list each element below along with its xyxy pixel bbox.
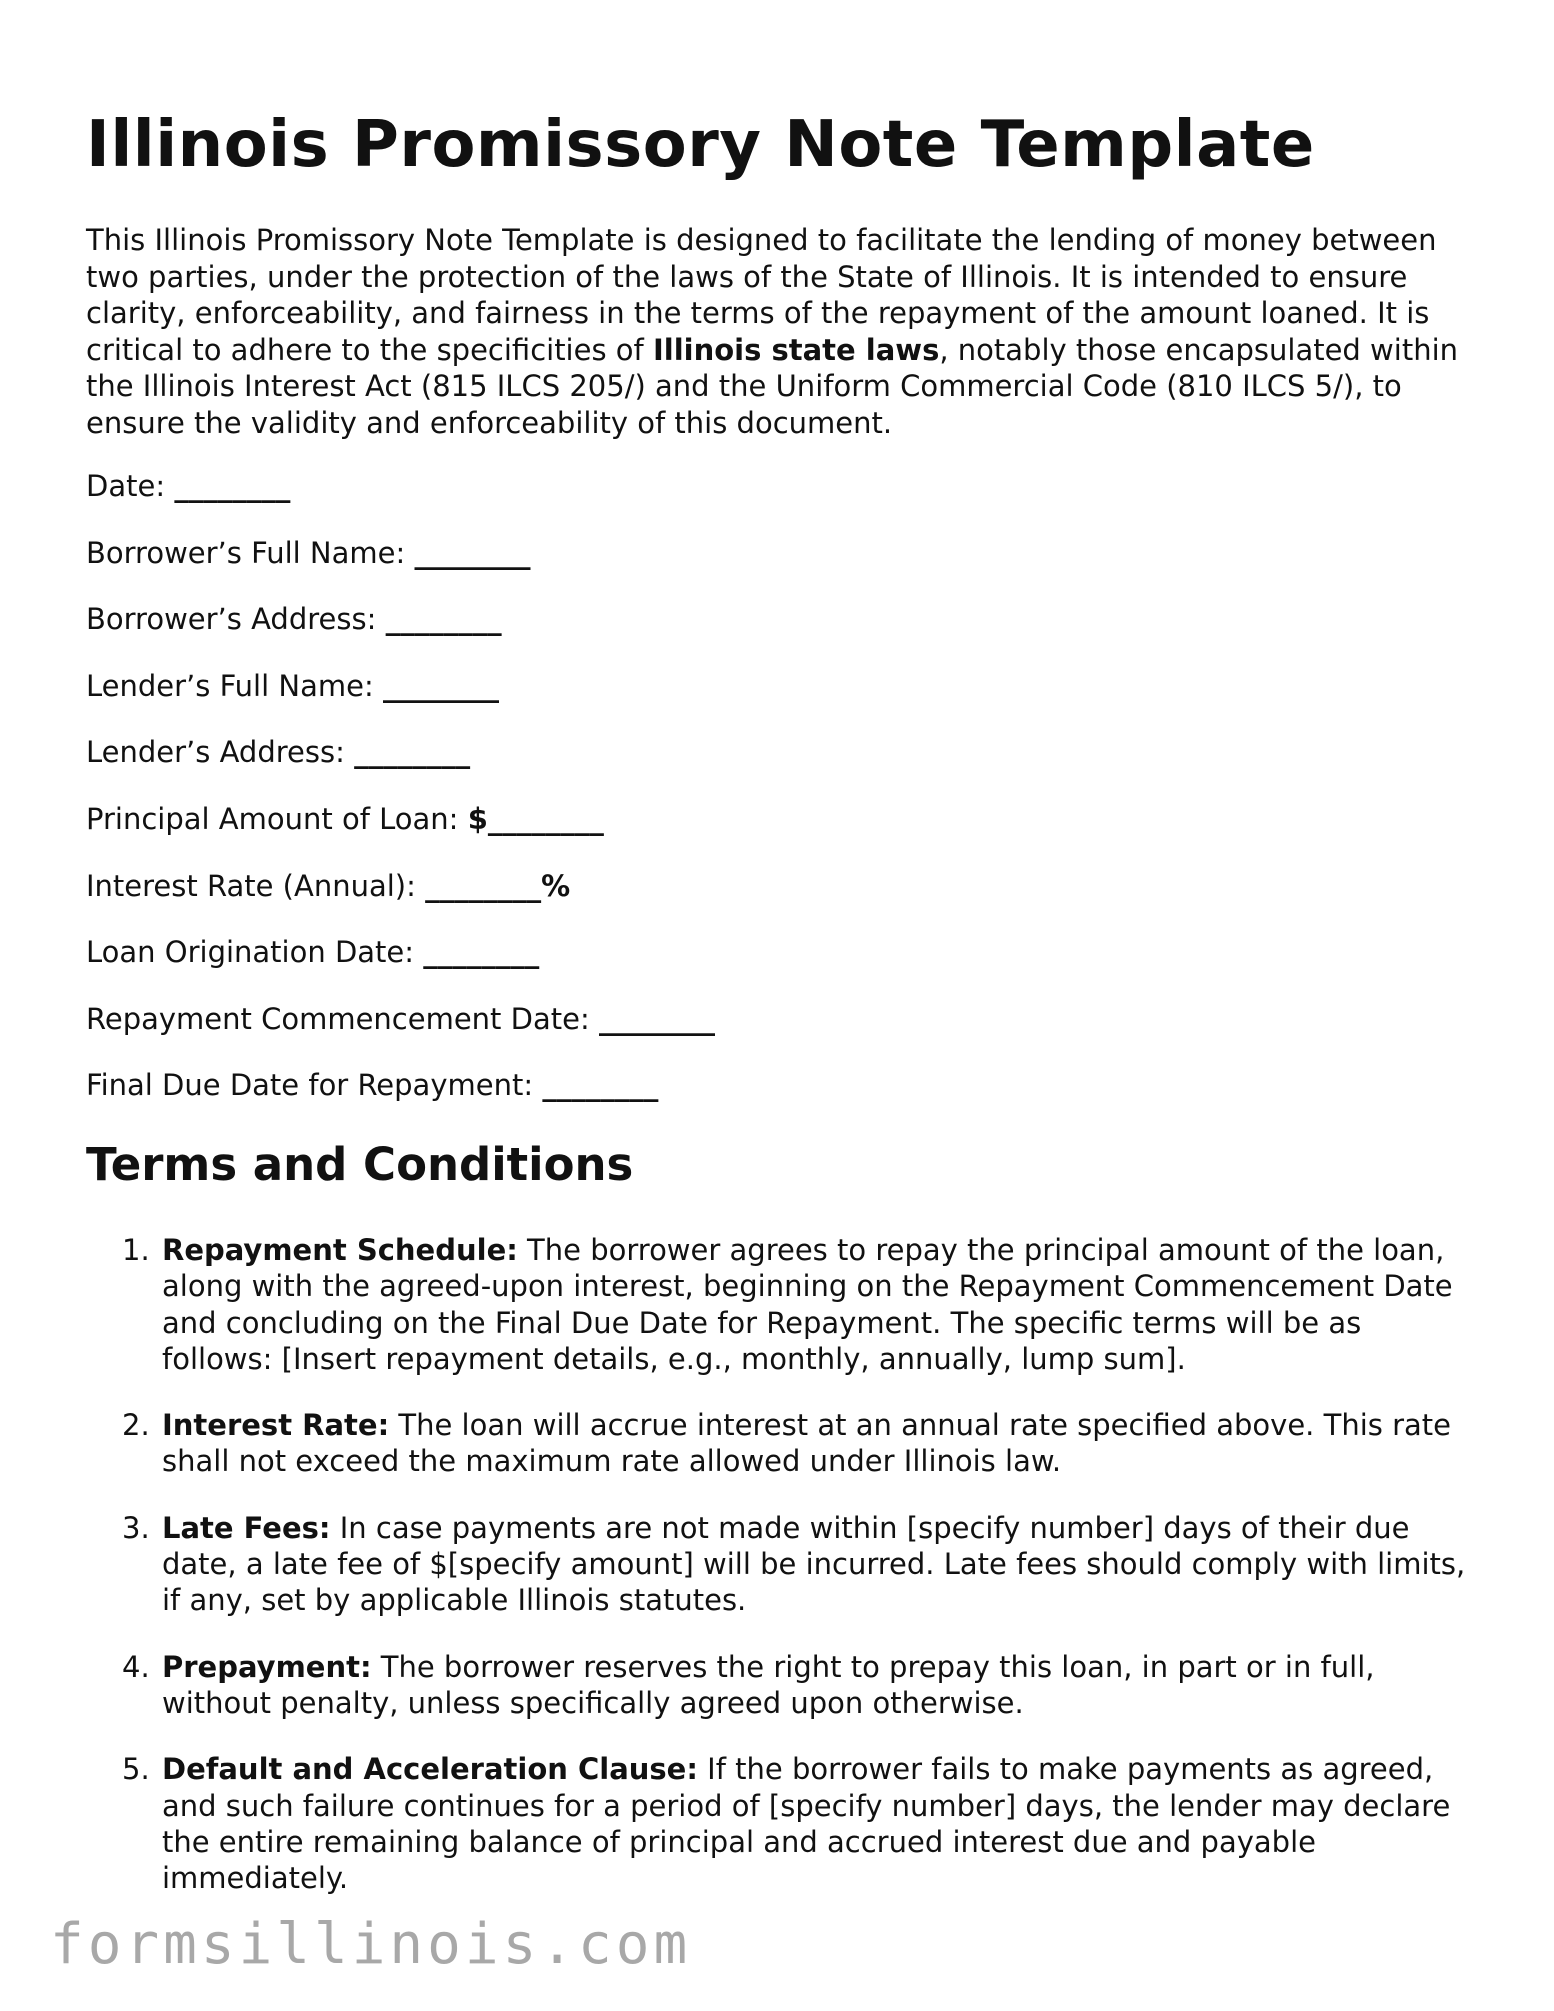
field-label: Interest Rate (Annual): bbox=[86, 868, 426, 903]
term-number: 5. bbox=[122, 1752, 150, 1787]
field-commencement-date bbox=[86, 1001, 715, 1068]
field-principal-amount bbox=[86, 801, 715, 868]
term-number: 4. bbox=[122, 1649, 150, 1684]
term-text: The borrower agrees to repay the principal amount of the loan, along with the agreed-upon interest, beginning on the Repayment Commencement Date and concluding on the Final Due Date for Repayment. The specific terms will be as follows: [Insert repayment details, e.g., monthly, annually, lump sum]. bbox=[162, 1233, 1453, 1376]
term-text: In case payments are not made within [specify number] days of their due date, a late fee of $[specify amount] will be incurred. Late fees should comply with limits, if any, set by applicable Illinois statutes. bbox=[162, 1510, 1466, 1618]
field-blank: ________ bbox=[174, 469, 291, 503]
field-blank: ________ bbox=[382, 668, 499, 703]
term-title: Prepayment: bbox=[162, 1649, 372, 1684]
term-number: 2. bbox=[122, 1408, 150, 1443]
field-label: Loan Origination Date: bbox=[86, 935, 424, 970]
intro-bold-text: Illinois state laws bbox=[652, 332, 940, 367]
form-fields-list bbox=[86, 468, 715, 1134]
field-blank: ________ bbox=[542, 1068, 659, 1103]
field-blank: ________ bbox=[354, 735, 471, 770]
field-blank: ________ bbox=[385, 602, 502, 637]
term-title: Interest Rate: bbox=[162, 1408, 390, 1443]
intro-text-start: This Illinois Promissory Note Template is designed to facilitate the lending of money between two parties, under the protection of the laws of the State of Illinois. It is intended to ensure clarity, enforceability, and fairness in the terms of the repayment of the amount loaned. It is critical to adhere to the specificities of bbox=[86, 223, 1437, 367]
term-title: Late Fees: bbox=[162, 1510, 331, 1545]
intro-paragraph bbox=[86, 222, 1476, 441]
page-title: Illinois Promissory Note Template bbox=[86, 108, 1315, 182]
field-label: Lender’s Address: bbox=[86, 735, 355, 770]
field-label: Borrower’s Address: bbox=[86, 602, 386, 637]
field-interest-rate bbox=[86, 868, 715, 935]
field-origination-date bbox=[86, 934, 715, 1001]
intro-text-end: , notably those encapsulated within the Illinois Interest Act (815 ILCS 205/) and the Uniform Commercial Code (810 ILCS 5/), to ensure the validity and enforceability of this document. bbox=[86, 332, 1459, 440]
field-blank: ________ bbox=[414, 535, 531, 570]
field-label: Principal Amount of Loan: bbox=[86, 801, 468, 836]
field-suffix: % bbox=[541, 868, 571, 903]
field-prefix: $ bbox=[467, 801, 488, 836]
term-repayment-schedule bbox=[86, 1232, 1476, 1377]
term-text: If the borrower fails to make payments as agreed, and such failure continues for a period of [specify number] days, the lender may declare the entire remaining balance of principal and accrued interest due and payable immediately. bbox=[162, 1752, 1451, 1896]
term-title: Default and Acceleration Clause: bbox=[162, 1752, 698, 1787]
term-late-fees bbox=[86, 1510, 1476, 1619]
term-text: The loan will accrue interest at an annual rate specified above. This rate shall not exceed the maximum rate allowed under Illinois law. bbox=[162, 1408, 1451, 1479]
term-interest-rate bbox=[86, 1407, 1476, 1480]
term-text: The borrower reserves the right to prepay this loan, in part or in full, without penalty, unless specifically agreed upon otherwise. bbox=[162, 1649, 1375, 1720]
term-prepayment bbox=[86, 1649, 1476, 1722]
field-label: Borrower’s Full Name: bbox=[86, 535, 415, 570]
field-label: Lender’s Full Name: bbox=[86, 668, 383, 703]
field-borrower-address bbox=[86, 601, 715, 668]
watermark: formsillinois.com bbox=[50, 1912, 692, 1977]
field-blank: ________ bbox=[425, 868, 542, 903]
field-label: Repayment Commencement Date: bbox=[86, 1001, 599, 1036]
term-default-acceleration bbox=[86, 1751, 1476, 1896]
field-borrower-name bbox=[86, 535, 715, 602]
field-blank: ________ bbox=[423, 935, 540, 970]
field-label: Final Due Date for Repayment: bbox=[86, 1068, 543, 1103]
term-number: 3. bbox=[122, 1510, 150, 1545]
field-final-due-date bbox=[86, 1067, 715, 1134]
terms-list bbox=[86, 1232, 1476, 1926]
field-blank: ________ bbox=[487, 801, 604, 836]
field-date bbox=[86, 468, 715, 535]
field-lender-name bbox=[86, 668, 715, 735]
term-title: Repayment Schedule: bbox=[162, 1233, 518, 1267]
field-lender-address bbox=[86, 734, 715, 801]
terms-heading: Terms and Conditions bbox=[86, 1138, 634, 1191]
field-blank: ________ bbox=[598, 1001, 715, 1036]
term-number: 1. bbox=[122, 1233, 150, 1267]
field-label: Date: bbox=[86, 469, 175, 503]
